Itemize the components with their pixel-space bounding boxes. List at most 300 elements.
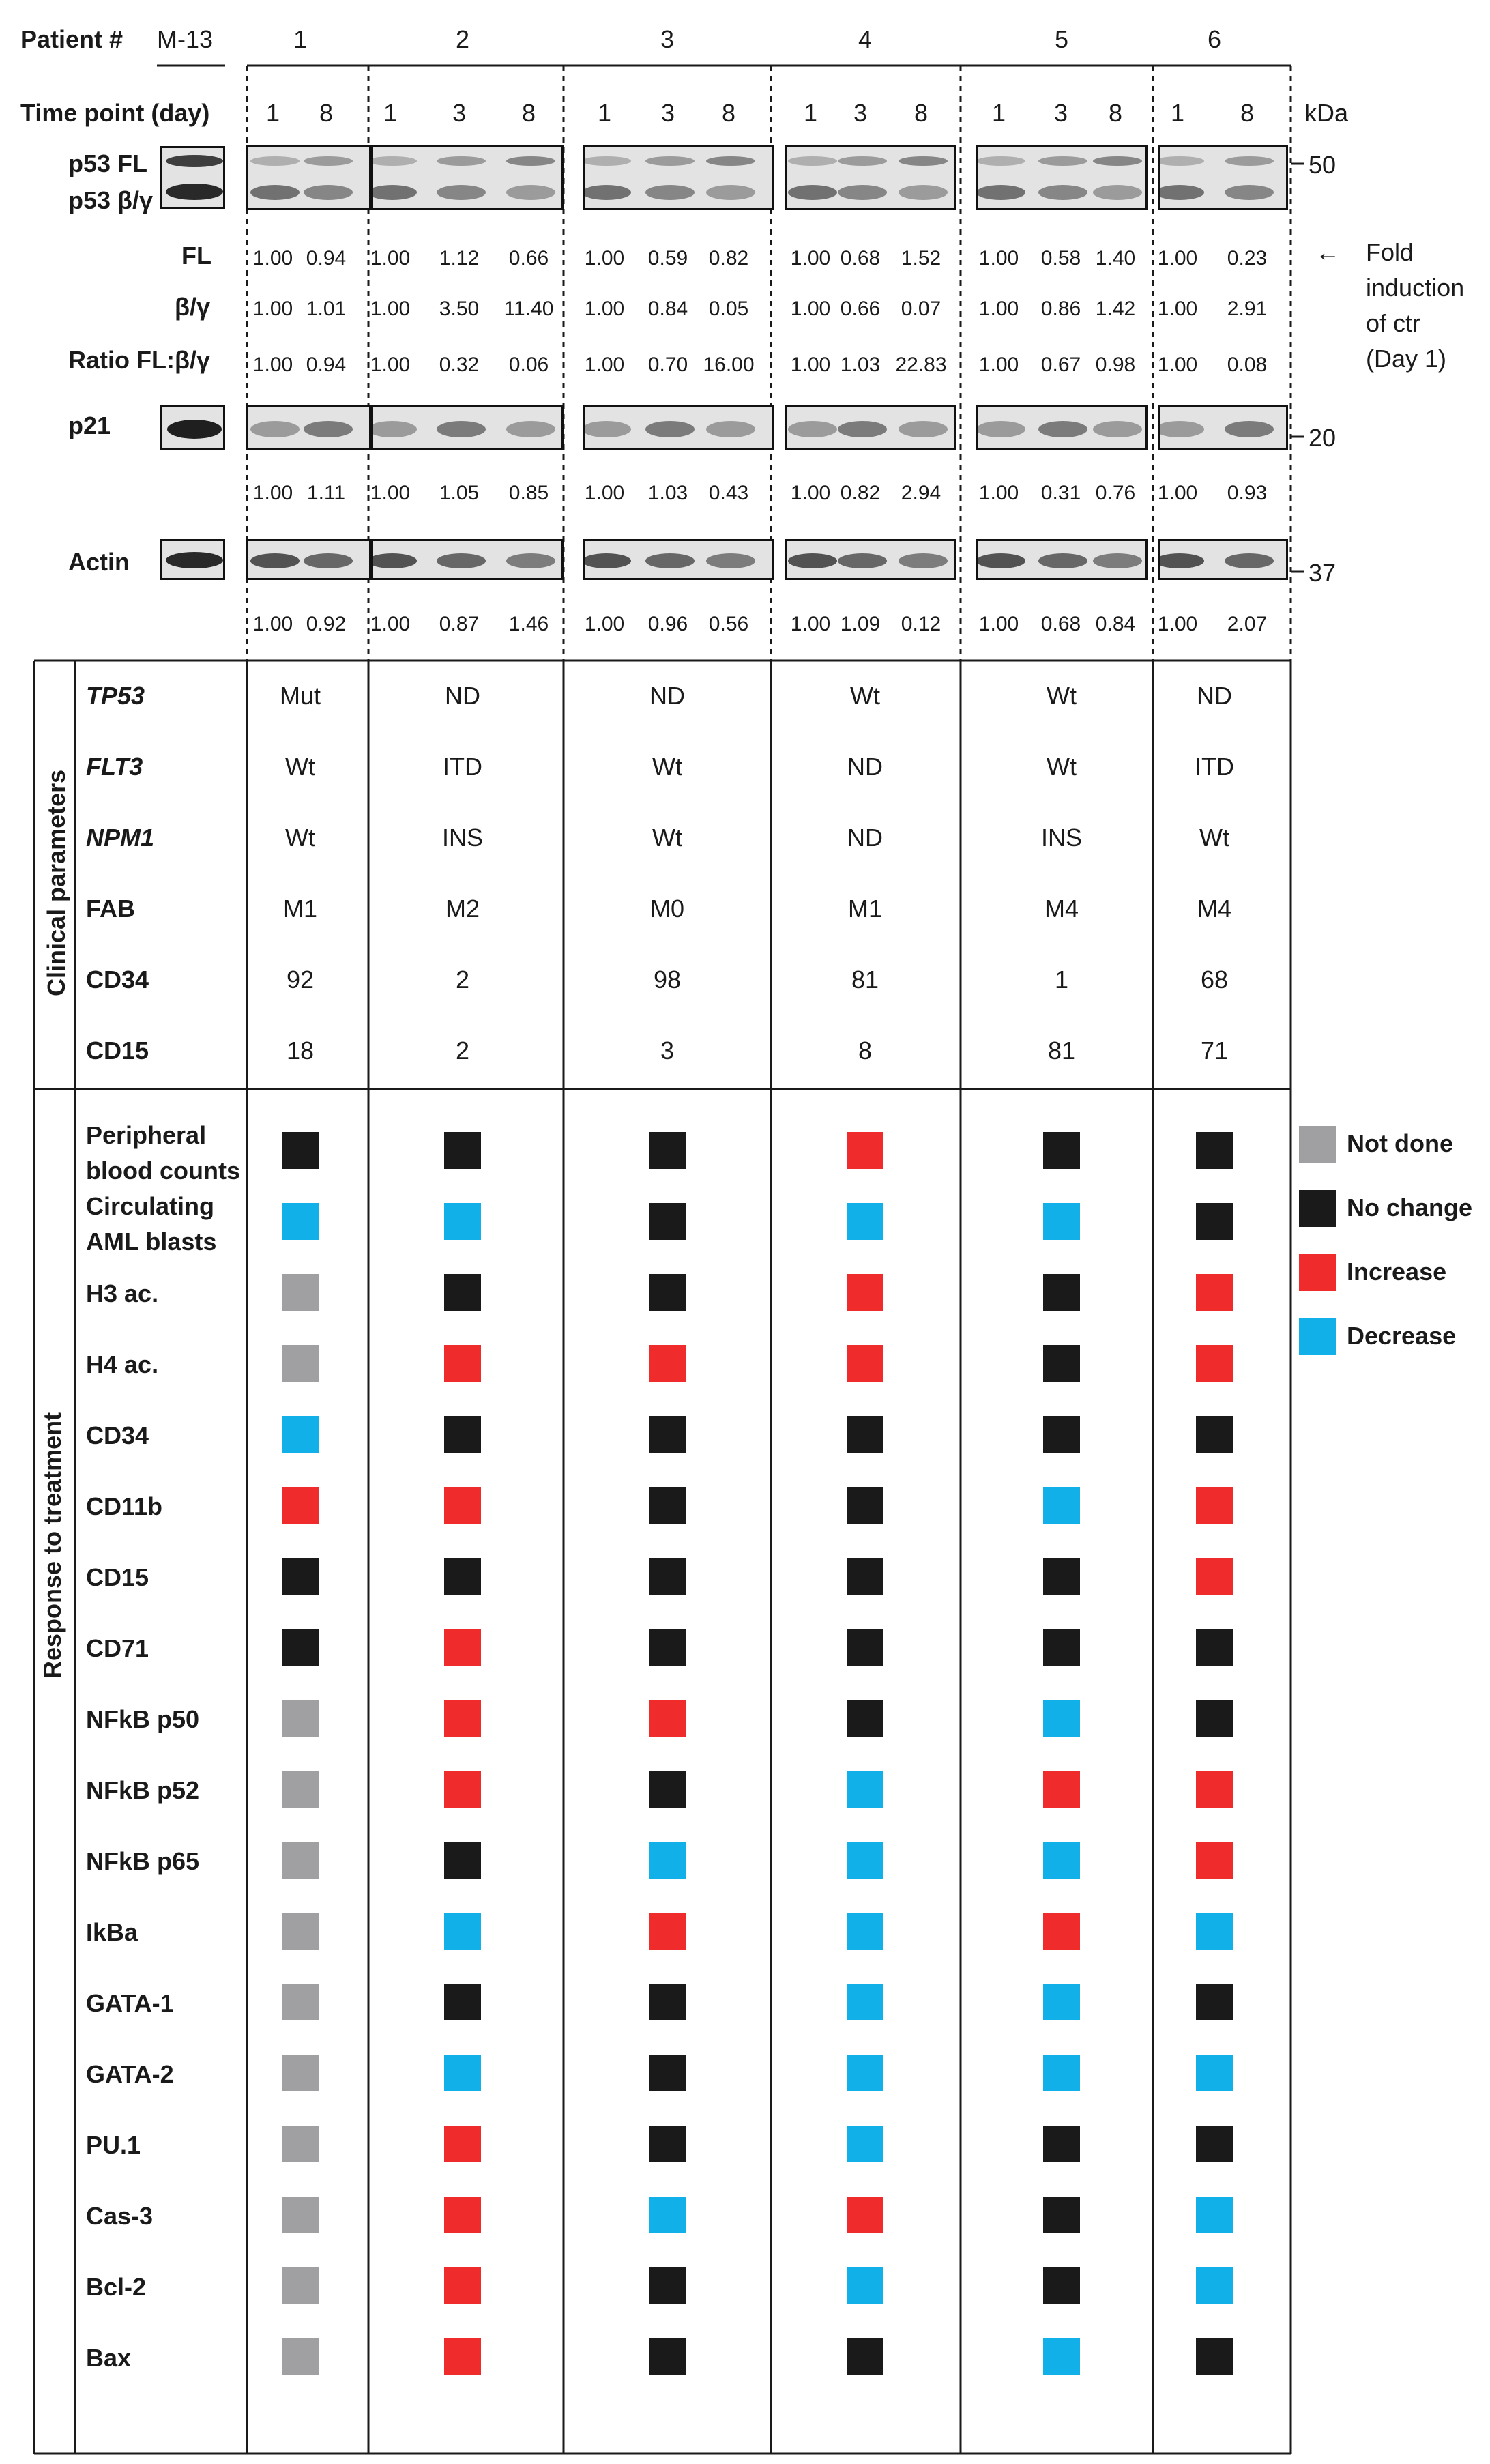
m13-p21-blot — [160, 405, 225, 450]
quant-value-bg: 0.66 — [840, 298, 881, 320]
quant-value-actin: 1.46 — [508, 613, 549, 635]
blot-band — [1158, 185, 1204, 200]
response-square — [1196, 1487, 1233, 1524]
response-square — [649, 2267, 686, 2304]
blot-band — [371, 421, 417, 437]
blot-band — [1093, 156, 1142, 166]
time-point: 8 — [521, 99, 536, 127]
response-square — [1043, 1984, 1080, 2020]
response-section-label: Response to treatment — [38, 1412, 66, 1679]
time-point: 1 — [991, 99, 1006, 127]
fold-note-line: (Day 1) — [1366, 345, 1447, 373]
quant-value-fl: 0.68 — [840, 247, 881, 270]
response-square — [1043, 1416, 1080, 1453]
clinical-value: 1 — [1054, 966, 1069, 994]
patient-number: 1 — [293, 25, 308, 53]
quant-value-ratio: 1.00 — [790, 353, 831, 376]
response-square — [649, 1203, 686, 1240]
response-square — [1196, 1203, 1233, 1240]
blot-band — [250, 156, 300, 166]
quant-value-bg: 1.00 — [1157, 298, 1198, 320]
response-square — [282, 1132, 319, 1169]
quant-value-bg: 3.50 — [439, 298, 480, 320]
blot-band — [506, 185, 555, 200]
patient-number: 2 — [455, 25, 470, 53]
response-row-label: CD15 — [86, 1563, 149, 1591]
quant-value-bg: 11.40 — [503, 298, 554, 320]
time-point: 1 — [265, 99, 280, 127]
quant-value-fl: 0.82 — [708, 247, 749, 270]
clinical-value: INS — [1040, 824, 1083, 852]
response-square — [847, 2197, 883, 2233]
blot-band — [645, 156, 695, 166]
p53-blot-panel — [246, 145, 371, 210]
response-square — [1043, 1487, 1080, 1524]
response-square — [847, 1487, 883, 1524]
response-square — [444, 1203, 481, 1240]
blot-band — [838, 421, 887, 437]
response-square — [847, 1771, 883, 1808]
response-square — [847, 2338, 883, 2375]
time-point-label: Time point (day) — [20, 99, 210, 127]
legend-swatch — [1299, 1254, 1336, 1291]
quant-value-ratio: 0.70 — [647, 353, 688, 376]
p21-blot-panel — [976, 405, 1148, 450]
quant-value-p21: 1.00 — [252, 482, 293, 504]
response-square — [1043, 2197, 1080, 2233]
response-square — [282, 2267, 319, 2304]
quant-value-ratio: 1.00 — [1157, 353, 1198, 376]
response-square — [1043, 2338, 1080, 2375]
response-square — [649, 1629, 686, 1666]
clinical-section-label: Clinical parameters — [42, 769, 70, 996]
legend-label: Decrease — [1347, 1322, 1457, 1350]
blot-band — [788, 553, 837, 568]
response-square — [1196, 1416, 1233, 1453]
clinical-value: Wt — [1047, 753, 1077, 781]
blot-band — [1038, 421, 1087, 437]
blot-band — [583, 421, 631, 437]
blot-band — [437, 553, 486, 568]
quant-value-ratio: 1.00 — [978, 353, 1019, 376]
blot-band — [838, 156, 887, 166]
clinical-value: 71 — [1200, 1037, 1229, 1064]
quant-value-p21: 1.05 — [439, 482, 480, 504]
response-square — [649, 1842, 686, 1879]
response-square — [1043, 1842, 1080, 1879]
clinical-value: Wt — [652, 753, 682, 781]
clinical-value: M4 — [1197, 895, 1232, 923]
blot-band — [506, 421, 555, 437]
quant-value-fl: 1.00 — [978, 247, 1019, 270]
response-row-label: H4 ac. — [86, 1350, 159, 1378]
response-row-label: Circulating — [86, 1192, 215, 1220]
time-point: 8 — [914, 99, 929, 127]
blot-band — [976, 156, 1025, 166]
legend-swatch — [1299, 1126, 1336, 1163]
quant-value-p21: 0.31 — [1040, 482, 1081, 504]
quant-value-bg: 1.42 — [1095, 298, 1136, 320]
response-square — [444, 1629, 481, 1666]
response-square — [847, 1913, 883, 1950]
blot-band — [250, 421, 300, 437]
response-square — [282, 1416, 319, 1453]
response-row-label: H3 ac. — [86, 1279, 159, 1307]
response-row-label: CD71 — [86, 1634, 149, 1662]
time-point: 8 — [319, 99, 334, 127]
quant-value-fl: 1.00 — [252, 247, 293, 270]
response-square — [282, 2197, 319, 2233]
quant-value-actin: 0.68 — [1040, 613, 1081, 635]
ratio-label: Ratio FL:β/γ — [68, 346, 210, 374]
response-square — [847, 2126, 883, 2162]
fold-note-line: induction — [1366, 274, 1465, 302]
blot-band — [167, 420, 222, 439]
blot-band — [706, 553, 755, 568]
patient-label: Patient # — [20, 25, 123, 53]
quant-value-actin: 1.09 — [840, 613, 881, 635]
response-square — [1196, 2267, 1233, 2304]
blot-band — [437, 156, 486, 166]
response-square — [444, 1984, 481, 2020]
quant-value-ratio: 0.08 — [1227, 353, 1268, 376]
fl-label: FL — [181, 242, 211, 270]
clinical-value: M1 — [847, 895, 883, 923]
blot-band — [1225, 156, 1274, 166]
clinical-value: 81 — [851, 966, 879, 994]
blot-band — [706, 156, 755, 166]
quant-value-bg: 1.00 — [790, 298, 831, 320]
clinical-value: ITD — [1195, 753, 1234, 781]
response-square — [1043, 1629, 1080, 1666]
response-square — [1196, 1345, 1233, 1382]
response-row-label: CD34 — [86, 1421, 149, 1449]
legend-label: Increase — [1347, 1258, 1447, 1286]
response-square — [444, 1842, 481, 1879]
blot-band — [166, 155, 223, 167]
quant-value-fl: 0.66 — [508, 247, 549, 270]
response-square — [282, 1274, 319, 1311]
fold-note-line: Fold — [1366, 238, 1414, 266]
response-square — [1043, 1203, 1080, 1240]
response-square — [282, 2126, 319, 2162]
p21-blot-panel — [583, 405, 774, 450]
marker-20: 20 — [1309, 424, 1336, 452]
blot-band — [706, 185, 755, 200]
quant-value-ratio: 1.03 — [840, 353, 881, 376]
response-square — [847, 2267, 883, 2304]
actin-blot-panel — [583, 539, 774, 580]
actin-blot-panel — [371, 539, 564, 580]
patient-number: 5 — [1054, 25, 1069, 53]
clinical-value: ND — [649, 682, 685, 710]
blot-band — [166, 184, 223, 200]
response-square — [444, 2055, 481, 2091]
response-square — [444, 2126, 481, 2162]
time-point: 1 — [597, 99, 612, 127]
response-square — [847, 1842, 883, 1879]
clinical-value: M1 — [282, 895, 318, 923]
blot-band — [437, 185, 486, 200]
blot-band — [1038, 185, 1087, 200]
blot-band — [371, 185, 417, 200]
quant-value-bg: 0.84 — [647, 298, 688, 320]
patient-number: 4 — [858, 25, 873, 53]
quant-value-bg: 1.01 — [306, 298, 347, 320]
quant-value-bg: 1.00 — [584, 298, 625, 320]
response-square — [282, 1203, 319, 1240]
marker-50: 50 — [1309, 151, 1336, 179]
blot-band — [304, 553, 353, 568]
quant-value-p21: 0.43 — [708, 482, 749, 504]
time-point: 3 — [853, 99, 868, 127]
time-point: 8 — [1108, 99, 1123, 127]
response-square — [1196, 1842, 1233, 1879]
quant-value-p21: 0.76 — [1095, 482, 1136, 504]
quant-value-ratio: 16.00 — [703, 353, 755, 376]
clinical-row-label: TP53 — [86, 682, 145, 710]
response-square — [282, 1345, 319, 1382]
quant-value-actin: 0.92 — [306, 613, 347, 635]
quant-value-p21: 1.00 — [978, 482, 1019, 504]
quant-value-fl: 1.40 — [1095, 247, 1136, 270]
blot-band — [788, 185, 837, 200]
fold-note-line: of ctr — [1366, 309, 1421, 337]
response-square — [282, 1771, 319, 1808]
clinical-value: Mut — [279, 682, 321, 710]
blot-band — [437, 421, 486, 437]
blot-band — [1225, 421, 1274, 437]
blot-band — [838, 185, 887, 200]
response-square — [444, 1913, 481, 1950]
quant-value-fl: 1.00 — [790, 247, 831, 270]
arrow-left-icon: ← — [1315, 238, 1340, 266]
response-square — [847, 1558, 883, 1595]
quant-value-fl: 0.59 — [647, 247, 688, 270]
response-square — [1043, 2267, 1080, 2304]
p53-blot-panel — [371, 145, 564, 210]
blot-band — [1225, 185, 1274, 200]
response-square — [649, 1984, 686, 2020]
blot-band — [506, 156, 555, 166]
clinical-row-label: NPM1 — [86, 824, 155, 852]
p53-fl-label: p53 FL — [68, 149, 148, 177]
clinical-value: M2 — [445, 895, 480, 923]
quant-value-bg: 1.00 — [978, 298, 1019, 320]
quant-value-ratio: 0.98 — [1095, 353, 1136, 376]
response-square — [649, 1913, 686, 1950]
clinical-value: ND — [847, 824, 883, 852]
response-row-label: NFkB p52 — [86, 1776, 200, 1804]
quant-value-ratio: 0.32 — [439, 353, 480, 376]
clinical-value: 98 — [653, 966, 682, 994]
clinical-value: 68 — [1200, 966, 1229, 994]
response-square — [282, 2338, 319, 2375]
response-square — [282, 1842, 319, 1879]
time-point: 3 — [452, 99, 467, 127]
clinical-row-label: CD34 — [86, 966, 149, 994]
blot-band — [899, 553, 948, 568]
response-square — [444, 1132, 481, 1169]
blot-band — [250, 553, 300, 568]
response-square — [847, 1416, 883, 1453]
m13-p53-blot — [160, 146, 225, 209]
blot-band — [1093, 185, 1142, 200]
response-square — [1196, 1629, 1233, 1666]
quant-value-actin: 1.00 — [252, 613, 293, 635]
actin-blot-panel — [246, 539, 371, 580]
response-square — [649, 2126, 686, 2162]
response-row-label: Cas-3 — [86, 2202, 154, 2230]
response-square — [1196, 1771, 1233, 1808]
response-row-label: CD11b — [86, 1492, 163, 1520]
blot-band — [166, 552, 223, 568]
quant-value-p21: 1.03 — [647, 482, 688, 504]
blot-band — [304, 421, 353, 437]
clinical-value: Wt — [285, 753, 315, 781]
quant-value-p21: 0.82 — [840, 482, 881, 504]
p53-blot-panel — [583, 145, 774, 210]
m13-actin-blot — [160, 539, 225, 580]
response-row-label: NFkB p50 — [86, 1705, 200, 1733]
response-square — [444, 2267, 481, 2304]
bg-label: β/γ — [175, 293, 210, 321]
actin-blot-panel — [1158, 539, 1288, 580]
response-square — [1043, 1700, 1080, 1737]
response-square — [444, 1771, 481, 1808]
blot-band — [1158, 421, 1204, 437]
quant-value-fl: 1.00 — [584, 247, 625, 270]
quant-value-actin: 1.00 — [790, 613, 831, 635]
time-point: 3 — [660, 99, 675, 127]
p53-blot-panel — [1158, 145, 1288, 210]
response-square — [847, 1132, 883, 1169]
response-square — [444, 2338, 481, 2375]
quant-value-bg: 0.86 — [1040, 298, 1081, 320]
legend-swatch — [1299, 1190, 1336, 1227]
response-row-label: PU.1 — [86, 2131, 141, 2159]
response-square — [282, 2055, 319, 2091]
response-row-label: GATA-2 — [86, 2060, 174, 2088]
blot-band — [1158, 156, 1204, 166]
clinical-value: M4 — [1044, 895, 1079, 923]
response-square — [1196, 1913, 1233, 1950]
quant-value-actin: 2.07 — [1227, 613, 1268, 635]
actin-blot-panel — [976, 539, 1148, 580]
actin-label: Actin — [68, 548, 130, 576]
blot-band — [645, 185, 695, 200]
response-square — [649, 1558, 686, 1595]
blot-band — [371, 553, 417, 568]
legend-label: No change — [1347, 1193, 1473, 1221]
quant-value-p21: 0.93 — [1227, 482, 1268, 504]
clinical-value: Wt — [652, 824, 682, 852]
quant-value-ratio: 22.83 — [895, 353, 947, 376]
response-square — [282, 1913, 319, 1950]
blot-band — [304, 156, 353, 166]
response-square — [847, 1345, 883, 1382]
m13-label: M-13 — [157, 25, 214, 53]
p53-blot-panel — [976, 145, 1148, 210]
p21-blot-panel — [1158, 405, 1288, 450]
p21-label: p21 — [68, 411, 111, 439]
clinical-value: ND — [847, 753, 883, 781]
quant-value-actin: 0.96 — [647, 613, 688, 635]
quant-value-ratio: 0.67 — [1040, 353, 1081, 376]
response-square — [444, 1274, 481, 1311]
blot-band — [899, 185, 948, 200]
kda-label: kDa — [1304, 99, 1349, 127]
response-square — [1043, 2055, 1080, 2091]
response-square — [847, 1203, 883, 1240]
blot-band — [583, 185, 631, 200]
response-square — [1196, 1132, 1233, 1169]
response-square — [1043, 1771, 1080, 1808]
blot-band — [583, 156, 631, 166]
response-row-label: Bax — [86, 2344, 132, 2372]
response-square — [847, 1629, 883, 1666]
response-square — [282, 1984, 319, 2020]
blot-band — [1093, 553, 1142, 568]
blot-band — [706, 421, 755, 437]
blot-band — [304, 185, 353, 200]
quant-value-fl: 1.52 — [901, 247, 941, 270]
quant-value-fl: 0.94 — [306, 247, 347, 270]
response-square — [649, 1132, 686, 1169]
p21-blot-panel — [246, 405, 371, 450]
blot-band — [1093, 421, 1142, 437]
response-row-label: GATA-1 — [86, 1989, 174, 2017]
quant-value-p21: 1.00 — [584, 482, 625, 504]
response-square — [444, 2197, 481, 2233]
quant-value-p21: 0.85 — [508, 482, 549, 504]
quant-value-actin: 0.12 — [901, 613, 941, 635]
clinical-value: INS — [441, 824, 484, 852]
time-point: 8 — [1240, 99, 1255, 127]
quant-value-actin: 0.87 — [439, 613, 480, 635]
clinical-value: Wt — [1047, 682, 1077, 710]
time-point: 1 — [383, 99, 398, 127]
response-square — [649, 1487, 686, 1524]
response-square — [1043, 1913, 1080, 1950]
clinical-value: ND — [445, 682, 480, 710]
quant-value-actin: 1.00 — [370, 613, 411, 635]
clinical-value: 2 — [455, 966, 470, 994]
clinical-value: ND — [1197, 682, 1232, 710]
clinical-value: 3 — [660, 1037, 675, 1064]
response-square — [847, 1700, 883, 1737]
response-square — [1043, 1132, 1080, 1169]
blot-band — [1158, 553, 1204, 568]
quant-value-ratio: 0.94 — [306, 353, 347, 376]
response-square — [444, 1558, 481, 1595]
p21-blot-panel — [785, 405, 956, 450]
response-square — [649, 1345, 686, 1382]
response-square — [1043, 1345, 1080, 1382]
response-square — [847, 1984, 883, 2020]
legend-swatch — [1299, 1318, 1336, 1355]
blot-band — [250, 185, 300, 200]
response-row-label: NFkB p65 — [86, 1847, 200, 1875]
blot-band — [645, 553, 695, 568]
blot-band — [371, 156, 417, 166]
quant-value-fl: 1.12 — [439, 247, 480, 270]
response-square — [649, 1771, 686, 1808]
clinical-value: 2 — [455, 1037, 470, 1064]
quant-value-fl: 1.00 — [1157, 247, 1198, 270]
quant-value-ratio: 1.00 — [584, 353, 625, 376]
clinical-value: 81 — [1047, 1037, 1076, 1064]
